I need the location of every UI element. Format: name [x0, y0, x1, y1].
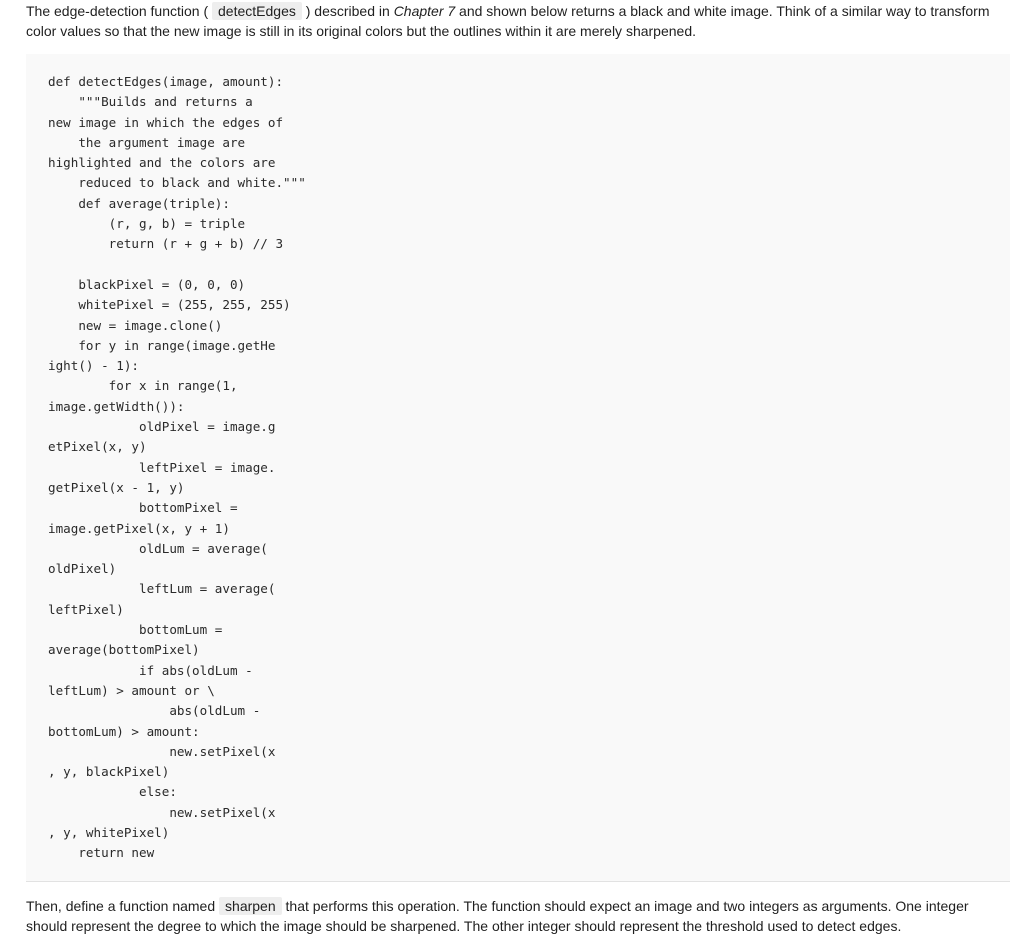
code-line: new image in which the edges of — [48, 114, 284, 130]
code-line: oldLum = average( — [48, 540, 268, 556]
intro-text-3: and shown below returns a black and white image. Think of a similar way to transform color values so that the new image is still in its original colors but the outlines within it are merely sharpened. — [26, 3, 990, 39]
code-line: """Builds and returns a — [48, 94, 253, 110]
chapter-reference: Chapter 7 — [393, 3, 456, 19]
outro-text-1: Then, define a function named — [26, 898, 220, 914]
code-line: highlighted and the colors are — [48, 155, 276, 171]
code-line: abs(oldLum - — [48, 703, 261, 719]
code-line: leftLum = average( — [48, 581, 276, 597]
code-line: , y, blackPixel) — [48, 764, 170, 780]
code-line: blackPixel = (0, 0, 0) — [48, 276, 246, 292]
code-line: whitePixel = (255, 255, 255) — [48, 297, 291, 313]
code-line: image.getWidth()): — [48, 398, 185, 414]
code-line: else: — [48, 784, 177, 800]
code-line: leftPixel) — [48, 601, 124, 617]
code-line: bottomLum = — [48, 622, 223, 638]
code-line: new = image.clone() — [48, 317, 223, 333]
code-line: return (r + g + b) // 3 — [48, 236, 284, 252]
outro-paragraph — [26, 896, 1006, 936]
code-line: return new — [48, 845, 155, 861]
intro-text-2: ) described in — [305, 3, 394, 19]
code-line: for y in range(image.getHe — [48, 337, 276, 353]
code-line: new.setPixel(x — [48, 743, 276, 759]
code-line: oldPixel) — [48, 561, 117, 577]
code-line: , y, whitePixel) — [48, 824, 170, 840]
code-line: (r, g, b) = triple — [48, 216, 246, 232]
code-lines — [48, 72, 306, 864]
code-line: image.getPixel(x, y + 1) — [48, 520, 230, 536]
code-line: bottomLum) > amount: — [48, 723, 200, 739]
code-line: average(bottomPixel) — [48, 642, 200, 658]
code-line: leftLum) > amount or \ — [48, 682, 215, 698]
code-line — [48, 255, 306, 275]
code-line: if abs(oldLum - — [48, 662, 253, 678]
inline-code-detect-edges: detectEdges — [212, 2, 302, 20]
code-line: reduced to black and white.""" — [48, 175, 306, 191]
code-line: oldPixel = image.g — [48, 419, 276, 435]
outro-text-2: that performs this operation. The function should expect an image and two integers as arguments. One integer should represent the degree to which the image should be sharpened. The other integer should represent the threshold used to detect edges. — [26, 898, 969, 934]
inline-code-sharpen: sharpen — [219, 897, 282, 915]
code-line: def average(triple): — [48, 195, 230, 211]
intro-text-1: The edge-detection function ( — [26, 3, 209, 19]
code-line: new.setPixel(x — [48, 804, 276, 820]
code-line: the argument image are — [48, 134, 246, 150]
intro-paragraph — [26, 1, 1006, 41]
code-line: ight() - 1): — [48, 358, 139, 374]
code-line: for x in range(1, — [48, 378, 238, 394]
code-line: getPixel(x - 1, y) — [48, 479, 185, 495]
code-line: bottomPixel = — [48, 500, 238, 516]
code-block — [26, 54, 1010, 882]
code-line: def detectEdges(image, amount): — [48, 74, 284, 89]
code-line: leftPixel = image. — [48, 459, 276, 475]
code-line: etPixel(x, y) — [48, 439, 147, 455]
